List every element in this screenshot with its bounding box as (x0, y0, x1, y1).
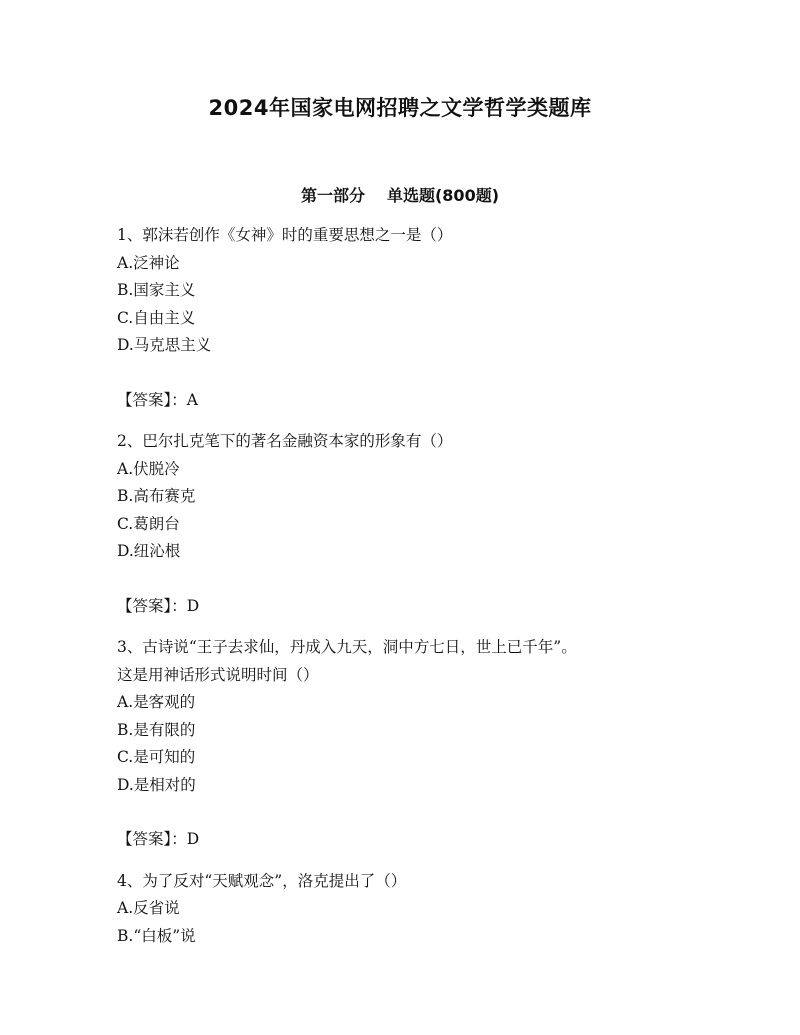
question-stem: 2、巴尔扎克笔下的著名金融资本家的形象有（） (117, 432, 453, 450)
option-c: C.是可知的 (117, 748, 196, 766)
option-d: D.纽沁根 (117, 542, 181, 560)
answer-line (117, 387, 717, 415)
document-title: 2024年国家电网招聘之文学哲学类题库 (208, 96, 592, 120)
question-3 (117, 634, 717, 854)
option-c: C.自由主义 (117, 308, 196, 327)
option-a: A.伏脱冷 (117, 459, 180, 478)
section-title (0, 183, 800, 206)
question-1 (117, 222, 717, 414)
answer-line (117, 593, 717, 621)
option-b: B.高布赛克 (117, 487, 196, 505)
option-b: B.是有限的 (117, 720, 196, 739)
question-4 (117, 868, 717, 951)
question-stem-continued: 这是用神话形式说明时间（） (117, 665, 319, 684)
question-stem: 4、为了反对“天赋观念”，洛克提出了（） (117, 871, 407, 890)
answer-line (117, 826, 717, 854)
option-a: A.反省说 (117, 899, 180, 917)
option-b: B.国家主义 (117, 281, 196, 299)
answer-label: 【答案】： (117, 390, 187, 409)
question-2 (117, 428, 717, 620)
option-c: C.葛朗台 (117, 514, 180, 533)
answer-label: 【答案】： (117, 830, 187, 848)
answer-value: D (186, 830, 200, 848)
question-stem: 3、古诗说“王子去求仙，丹成入九天，洞中方七日，世上已千年”。 (117, 638, 577, 656)
answer-value: D (186, 596, 200, 615)
option-a: A.是客观的 (117, 693, 196, 711)
option-d: D.是相对的 (117, 775, 196, 794)
question-stem: 1、郭沫若创作《女神》时的重要思想之一是（） (117, 226, 453, 244)
option-a: A.泛神论 (117, 253, 180, 272)
answer-value: A (186, 390, 198, 409)
option-b: B.“白板”说 (117, 926, 196, 945)
section-type-label: 单选题(800题) (386, 186, 500, 205)
section-part-label: 第一部分 (300, 186, 365, 205)
question-list (117, 222, 717, 950)
option-d: D.马克思主义 (117, 336, 212, 354)
answer-label: 【答案】： (117, 596, 187, 615)
